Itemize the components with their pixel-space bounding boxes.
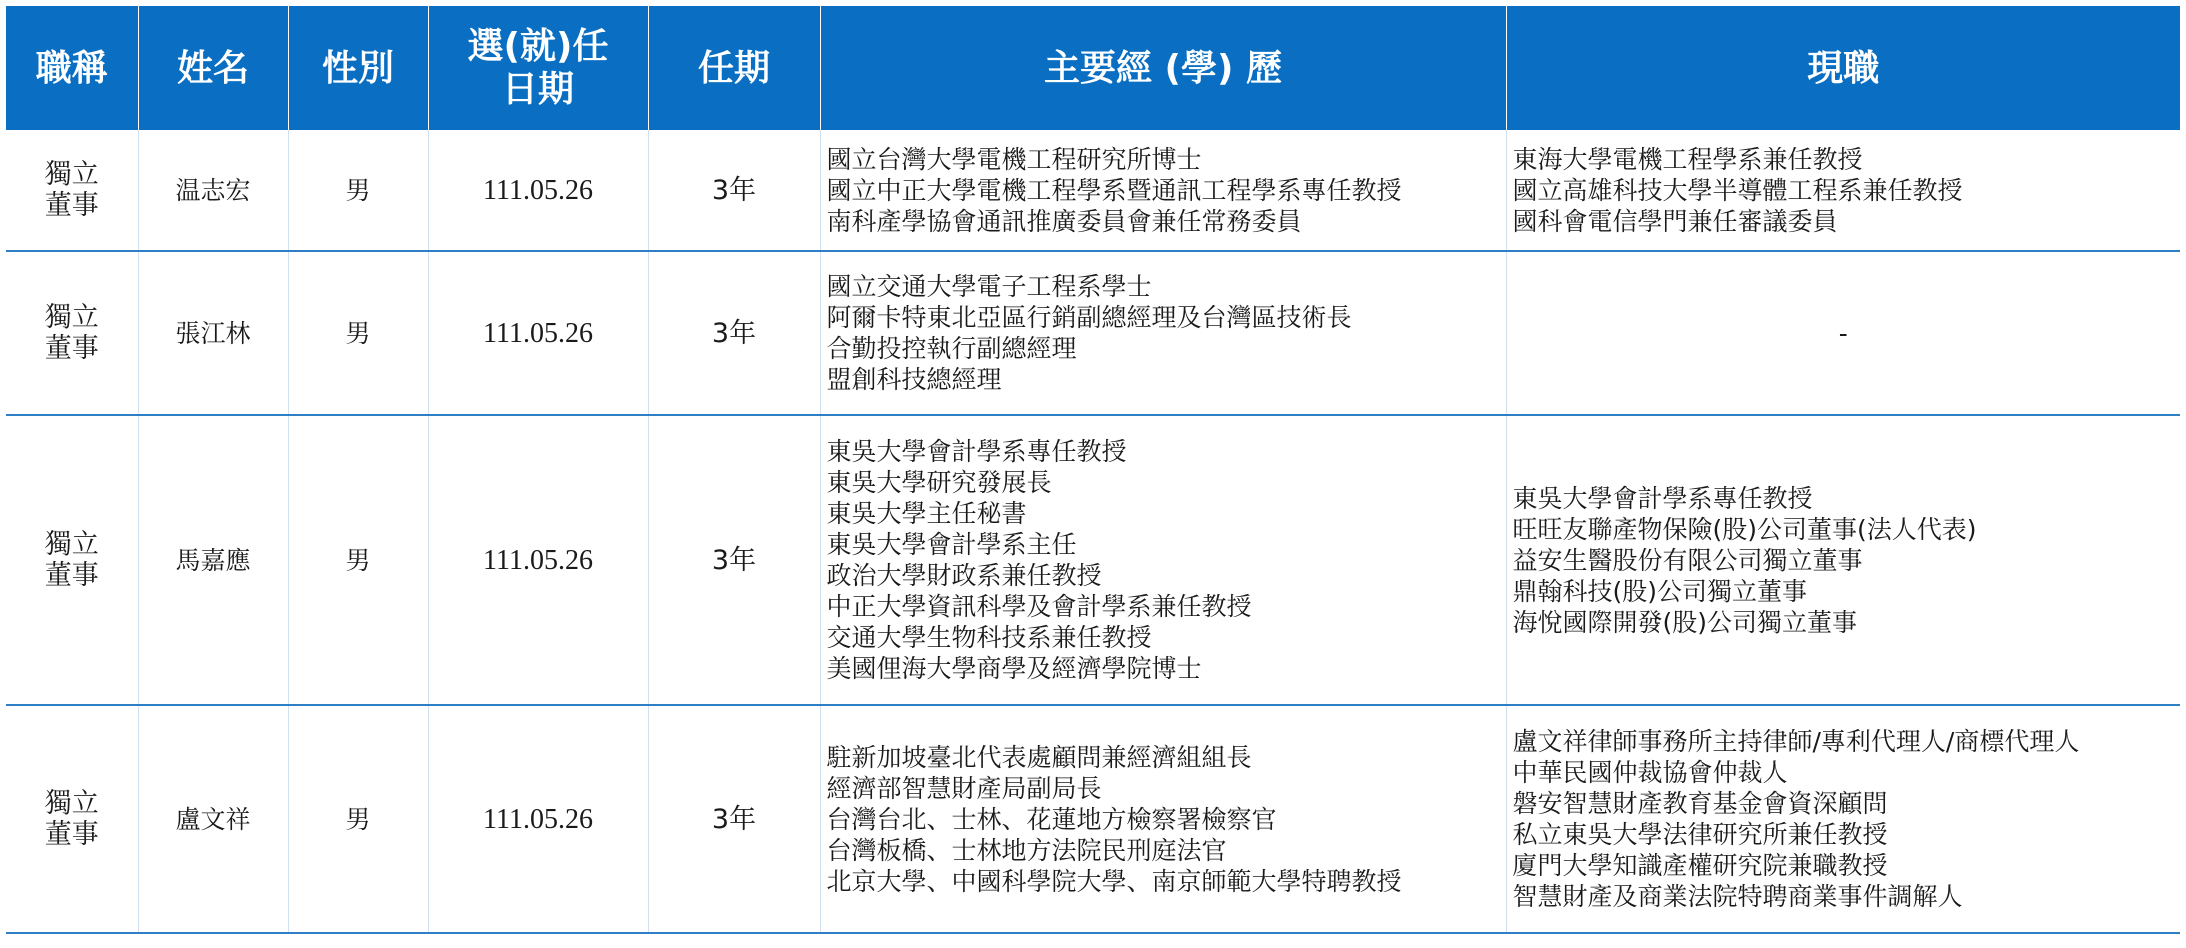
experience-item: 經濟部智慧財產局副局長 [826,773,1102,803]
table-row [6,415,2180,705]
name-cell: 馬嘉應 [138,415,288,705]
experience-item: 台灣板橋、士林地方法院民刑庭法官 [826,835,1227,865]
current-position-item: 旺旺友聯產物保險(股)公司董事(法人代表) [1512,514,1977,544]
header-gender: 性別 [288,6,428,130]
header-appointed-date-line1: 選(就)任 [467,26,609,67]
title-cell [6,705,138,933]
experience-item: 國立中正大學電機工程學系暨通訊工程學系專任教授 [826,175,1402,205]
experience-item: 盟創科技總經理 [826,365,1002,394]
current-position-item: 海悅國際開發(股)公司獨立董事 [1512,607,1858,637]
independent-directors-table [6,6,2180,934]
date-cell: 111.05.26 [428,415,648,705]
experience-item: 政治大學財政系兼任教授 [826,561,1102,590]
header-appointed-date-line2: 日期 [501,69,574,110]
title-line1: 獨立 [44,529,99,560]
term-cell: 3年 [648,130,820,251]
current-position-cell [1506,130,2180,251]
current-position-cell: - [1506,251,2180,415]
title-line1: 獨立 [44,788,99,819]
header-term: 任期 [648,6,820,130]
table-row [6,705,2180,933]
header-current-position: 現職 [1506,6,2180,130]
experience-item: 阿爾卡特東北亞區行銷副總經理及台灣區技術長 [826,303,1352,332]
current-position-item: 盧文祥律師事務所主持律師/專利代理人/商標代理人 [1512,727,2080,756]
name-cell: 張江林 [138,251,288,415]
current-position-item: 廈門大學知識產權研究院兼職教授 [1512,851,1888,880]
title-line2: 董事 [44,560,99,591]
title-line2: 董事 [44,333,99,364]
title-line2: 董事 [44,190,99,221]
experience-item: 東吳大學主任秘書 [826,499,1027,528]
experience-item: 東吳大學會計學系專任教授 [826,437,1127,466]
experience-cell [820,130,1506,251]
current-position-item: 中華民國仲裁協會仲裁人 [1512,758,1788,787]
title-line2: 董事 [44,819,99,850]
current-position-item: 東海大學電機工程學系兼任教授 [1512,144,1863,174]
experience-cell [820,415,1506,705]
current-position-item: 磐安智慧財產教育基金會資深顧問 [1512,789,1888,818]
title-cell [6,251,138,415]
name-cell: 温志宏 [138,130,288,251]
table-header-row [6,6,2180,130]
header-name: 姓名 [138,6,288,130]
gender-cell: 男 [288,705,428,933]
current-position-item: 私立東吳大學法律研究所兼任教授 [1512,820,1888,849]
experience-cell [820,251,1506,415]
experience-item: 駐新加坡臺北代表處顧問兼經濟組組長 [826,742,1252,772]
experience-item: 台灣台北、士林、花蓮地方檢察署檢察官 [826,804,1277,834]
term-cell: 3年 [648,251,820,415]
experience-item: 東吳大學研究發展長 [826,468,1052,497]
current-position-item: 國立高雄科技大學半導體工程系兼任教授 [1512,175,1963,205]
term-cell: 3年 [648,415,820,705]
name-cell: 盧文祥 [138,705,288,933]
current-position-cell [1506,415,2180,705]
experience-item: 合勤投控執行副總經理 [826,334,1077,363]
title-line1: 獨立 [44,159,99,190]
gender-cell: 男 [288,415,428,705]
experience-item: 南科產學協會通訊推廣委員會兼任常務委員 [826,206,1302,236]
date-cell: 111.05.26 [428,130,648,251]
experience-item: 中正大學資訊科學及會計學系兼任教授 [826,592,1252,621]
current-position-item: 東吳大學會計學系專任教授 [1512,483,1813,513]
table-row [6,251,2180,415]
title-cell [6,130,138,251]
header-experience: 主要經 (學) 歷 [820,6,1506,130]
directors-table-container [6,6,2180,934]
date-cell: 111.05.26 [428,251,648,415]
title-cell [6,415,138,705]
experience-item: 交通大學生物科技系兼任教授 [826,623,1152,652]
experience-item: 北京大學、中國科學院大學、南京師範大學特聘教授 [826,866,1402,896]
current-position-item: 智慧財產及商業法院特聘商業事件調解人 [1512,882,1963,911]
experience-item: 國立交通大學電子工程系學士 [826,272,1152,301]
header-title: 職稱 [6,6,138,130]
experience-item: 美國俚海大學商學及經濟學院博士 [826,654,1202,683]
header-appointed-date [428,6,648,130]
experience-cell [820,705,1506,933]
current-position-item: 國科會電信學門兼任審議委員 [1512,206,1838,236]
term-cell: 3年 [648,705,820,933]
date-cell: 111.05.26 [428,705,648,933]
current-position-item: 鼎翰科技(股)公司獨立董事 [1512,576,1808,606]
experience-item: 國立台灣大學電機工程研究所博士 [826,144,1202,174]
gender-cell: 男 [288,130,428,251]
title-line1: 獨立 [44,302,99,333]
current-position-item: 益安生醫股份有限公司獨立董事 [1512,545,1863,575]
table-row [6,130,2180,251]
gender-cell: 男 [288,251,428,415]
experience-item: 東吳大學會計學系主任 [826,530,1077,559]
current-position-cell [1506,705,2180,933]
